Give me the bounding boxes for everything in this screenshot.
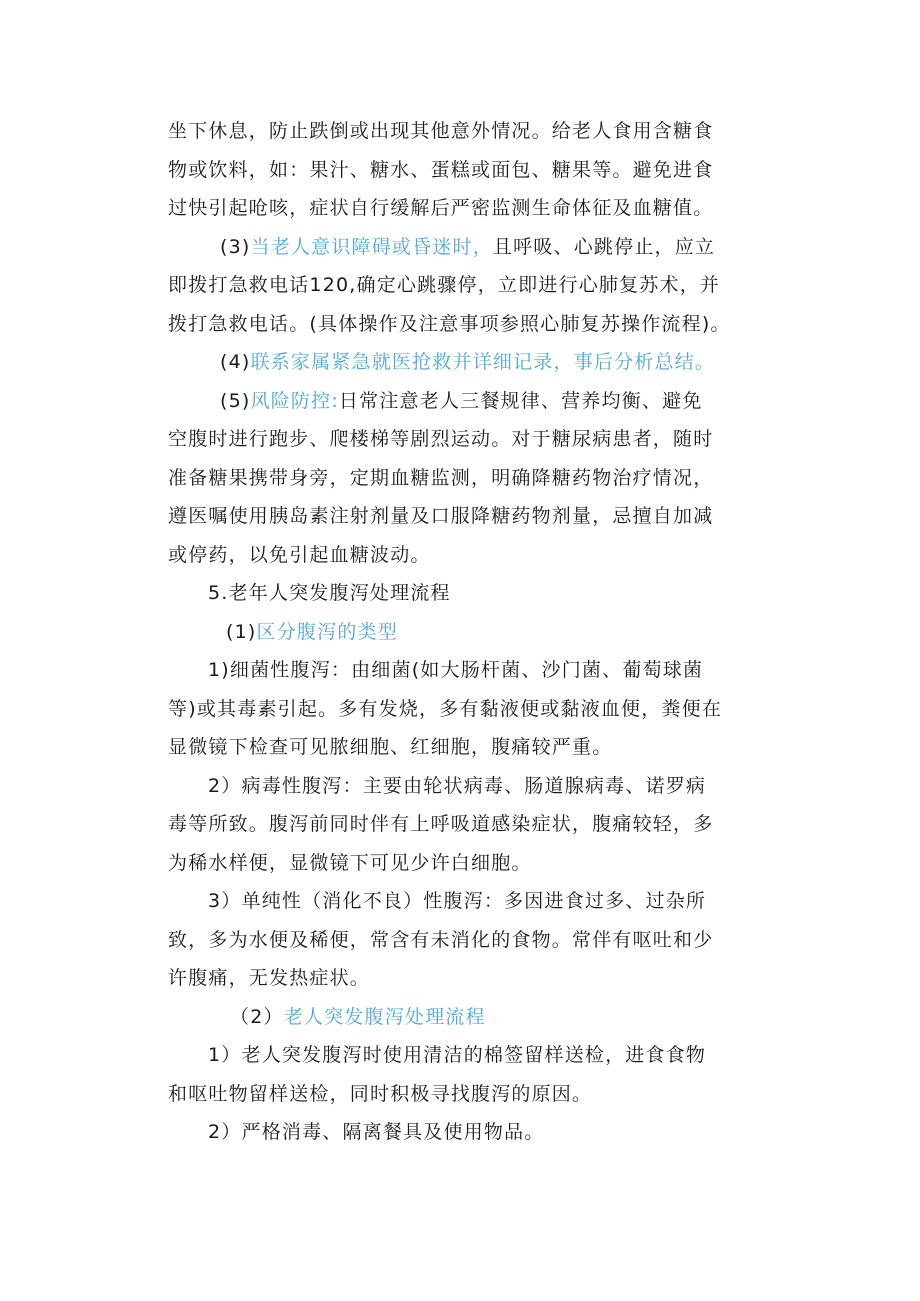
text-line	[168, 921, 768, 960]
line-text: 许腹痛，无发热症状。	[168, 967, 371, 989]
text-line	[168, 266, 768, 305]
list-number: (5)	[220, 389, 251, 412]
line-text: 等)或其毒素引起。多有发烧，多有黏液便或黏液血便，粪便在	[168, 697, 723, 720]
text-line	[168, 1113, 768, 1152]
line-text: 拨打急救电话。(具体操作及注意事项参照心肺复苏操作流程)。	[168, 312, 731, 335]
highlighted-heading: 区分腹泻的类型	[256, 620, 398, 643]
line-text: 1）老人突发腹泻时使用清洁的棉签留样送检，进食食物	[208, 1044, 707, 1066]
text-line	[168, 844, 768, 883]
list-number: （2）	[230, 1005, 284, 1028]
line-text: 即拨打急救电话120,确定心跳骤停，立即进行心肺复苏术，并	[168, 274, 721, 296]
line-text: 为稀水样便，显微镜下可见少许白细胞。	[168, 851, 532, 874]
line-text: 坐下休息，防止跌倒或出现其他意外情况。给老人食用含糖食	[168, 120, 714, 142]
line-text: 致，多为水便及稀便，常含有未消化的食物。常伴有呕吐和少	[168, 928, 714, 951]
text-line	[168, 613, 768, 652]
text-line	[168, 189, 768, 228]
highlighted-heading: 风险防控:	[250, 389, 339, 412]
line-text: 且呼吸、心跳停止，应立	[492, 235, 716, 258]
list-number: (4)	[220, 351, 251, 373]
line-text: 1)细菌性腹泻：由细菌(如大肠杆菌、沙门菌、葡萄球菌	[208, 659, 704, 681]
text-line	[168, 382, 768, 421]
text-line	[168, 574, 768, 613]
highlighted-heading: 联系家属紧急就医抢救并详细记录，事后分析总结。	[250, 351, 716, 373]
line-text: 2）严格消毒、隔离餐具及使用物品。	[208, 1121, 545, 1143]
text-line	[168, 998, 768, 1037]
line-text: 毒等所致。腹泻前同时伴有上呼吸道感染症状，腹痛较轻，多	[168, 813, 714, 835]
line-text: 准备糖果携带身旁，定期血糖监测，明确降糖药物治疗情况，	[168, 466, 714, 489]
text-line	[168, 151, 768, 190]
list-number: (3)	[220, 235, 251, 258]
line-text: 5.老年人突发腹泻处理流程	[208, 582, 451, 604]
text-line	[168, 690, 768, 729]
line-text: 或停药，以免引起血糖波动。	[168, 543, 431, 566]
text-line	[168, 497, 768, 536]
text-line	[168, 305, 768, 344]
line-text: 遵医嘱使用胰岛素注射剂量及口服降糖药物剂量，忌擅自加减	[168, 505, 714, 527]
line-text: 3）单纯性（消化不良）性腹泻：多因进食过多、过杂所	[208, 890, 707, 912]
text-line	[168, 1075, 768, 1114]
highlighted-heading: 老人突发腹泻处理流程	[283, 1005, 486, 1028]
text-line	[168, 767, 768, 806]
line-text: 2）病毒性腹泻：主要由轮状病毒、肠道腺病毒、诺罗病	[208, 774, 707, 797]
line-text: 过快引起呛咳，症状自行缓解后严密监测生命体征及血糖值。	[168, 197, 714, 219]
text-line	[168, 459, 768, 498]
text-line	[168, 112, 768, 151]
text-line	[168, 651, 768, 690]
text-line	[168, 959, 768, 998]
line-text: 和呕吐物留样送检，同时积极寻找腹泻的原因。	[168, 1082, 593, 1105]
line-text: 空腹时进行跑步、爬楼梯等剧烈运动。对于糖尿病患者，随时	[168, 428, 714, 450]
list-number: (1)	[226, 620, 257, 643]
line-text: 物或饮料，如：果汁、糖水、蛋糕或面包、糖果等。避免进食	[168, 158, 714, 181]
text-line	[168, 228, 768, 267]
text-line	[168, 420, 768, 459]
text-line	[168, 536, 768, 575]
document-body	[168, 112, 768, 1152]
text-line	[168, 805, 768, 844]
line-text: 显微镜下检查可见脓细胞、红细胞，腹痛较严重。	[168, 736, 613, 758]
text-line	[168, 882, 768, 921]
highlighted-heading: 当老人意识障碍或昏迷时，	[250, 235, 493, 258]
text-line	[168, 1036, 768, 1075]
text-line	[168, 343, 768, 382]
line-text: 日常注意老人三餐规律、营养均衡、避免	[338, 389, 703, 412]
text-line	[168, 728, 768, 767]
